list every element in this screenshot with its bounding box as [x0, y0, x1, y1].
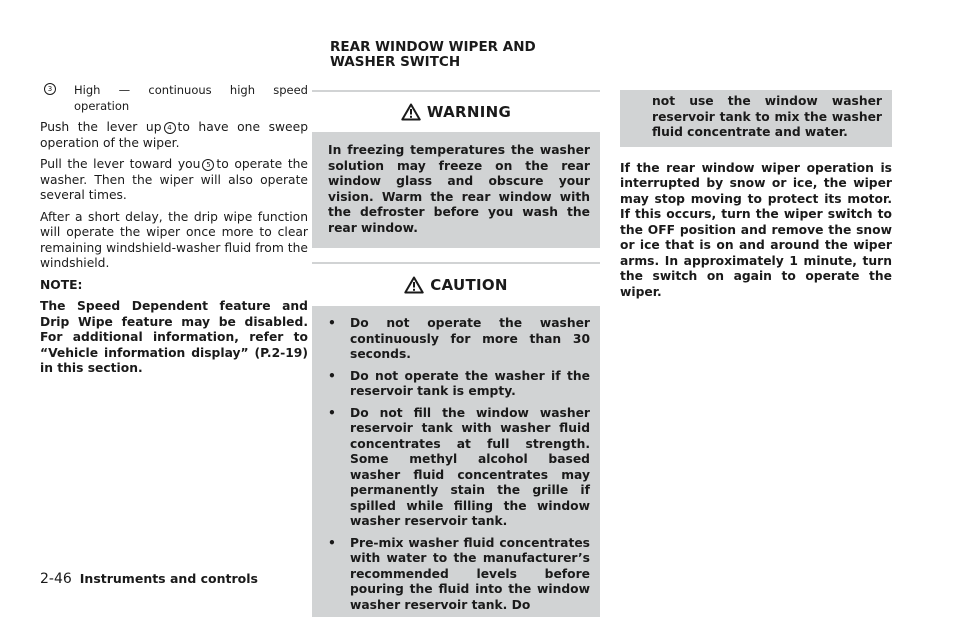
bullet: •	[328, 368, 336, 383]
column-left	[40, 83, 308, 377]
section-heading-line1: REAR WINDOW WIPER AND	[330, 39, 536, 55]
note-label: NOTE:	[40, 277, 83, 292]
bullet: •	[328, 316, 336, 330]
item-number-4-icon: 4	[164, 122, 176, 134]
paragraph-pull-lever	[40, 157, 308, 204]
caution-continued-text: not use the window washer reservoir tank to mix the washer fluid concentrate and water.	[652, 94, 882, 139]
warning-box	[312, 90, 600, 248]
column-right	[620, 90, 892, 300]
caution-triangle-icon	[404, 276, 424, 294]
caution-title: CAUTION	[430, 276, 508, 294]
warning-header	[312, 90, 600, 132]
bullet: •	[328, 405, 336, 420]
caution-item-3: Do not fill the window washer reservoir tank with washer fluid concentrates at full strength. Some methyl alcohol based washer fluid concentrates may permanently stain the grille if spilled while filling the window washer reservoir tank.	[350, 405, 590, 528]
warning-title: WARNING	[426, 103, 512, 121]
section-heading-line2: WASHER SWITCH	[330, 54, 461, 70]
list-item	[322, 406, 590, 530]
column-middle	[312, 90, 600, 617]
list-item	[322, 369, 590, 400]
page-number: 2-46	[40, 571, 72, 587]
footer-section-title: Instruments and controls	[79, 571, 258, 586]
list-item-high-text: High — continuous high speed operation	[73, 83, 308, 113]
paragraph-drip-wipe: After a short delay, the drip wipe function will operate the wiper once more to clear remaining windshield-washer fluid from the windshield.	[40, 209, 308, 270]
warning-text: In freezing temperatures the washer solution may freeze on the rear window glass and obscure your vision. Warm the rear window with the defroster before you wash the rear window.	[328, 143, 590, 235]
list-item-high	[40, 83, 308, 114]
paragraph-push-lever	[40, 120, 308, 151]
caution-box	[312, 262, 600, 617]
list-item	[322, 316, 590, 363]
item-number-5-icon: 5	[202, 159, 214, 171]
section-heading	[330, 40, 536, 70]
warning-triangle-icon	[401, 103, 421, 121]
list-item	[322, 536, 590, 614]
note-text: The Speed Dependent feature and Drip Wipe feature may be disabled. For additional information, refer to “Vehicle information display” (P.2-19) in this section.	[40, 299, 308, 375]
caution-item-2: Do not operate the washer if the reservoir tank is empty.	[350, 368, 590, 398]
paragraph-pull-lever-b: to operate the washer. Then the wiper will also operate several times.	[40, 157, 308, 202]
paragraph-pull-lever-a: Pull the lever toward you	[40, 157, 201, 171]
page-footer	[40, 571, 258, 587]
caution-continued	[620, 90, 892, 147]
caution-item-1: Do not operate the washer continuously for more than 30 seconds.	[350, 316, 590, 361]
caution-list	[312, 306, 600, 617]
paragraph-push-lever-b: to have one sweep operation of the wiper.	[40, 120, 308, 150]
caution-item-4: Pre-mix washer fluid concentrates with water to the manufacturer’s recommended levels before pouring the fluid into the window washer reservoir tank. Do	[350, 535, 590, 612]
paragraph-push-lever-a: Push the lever up	[40, 120, 162, 134]
item-number-3-icon: 3	[44, 83, 56, 95]
caution-header	[312, 262, 600, 306]
paragraph-snow-ice: If the rear window wiper operation is interrupted by snow or ice, the wiper may stop moving to protect its motor. If this occurs, turn the wiper switch to the OFF position and remove the snow or ice that is on and around the wiper arms. In approximately 1 minute, turn the switch on again to operate the wiper.	[620, 160, 892, 299]
bullet: •	[328, 535, 336, 550]
